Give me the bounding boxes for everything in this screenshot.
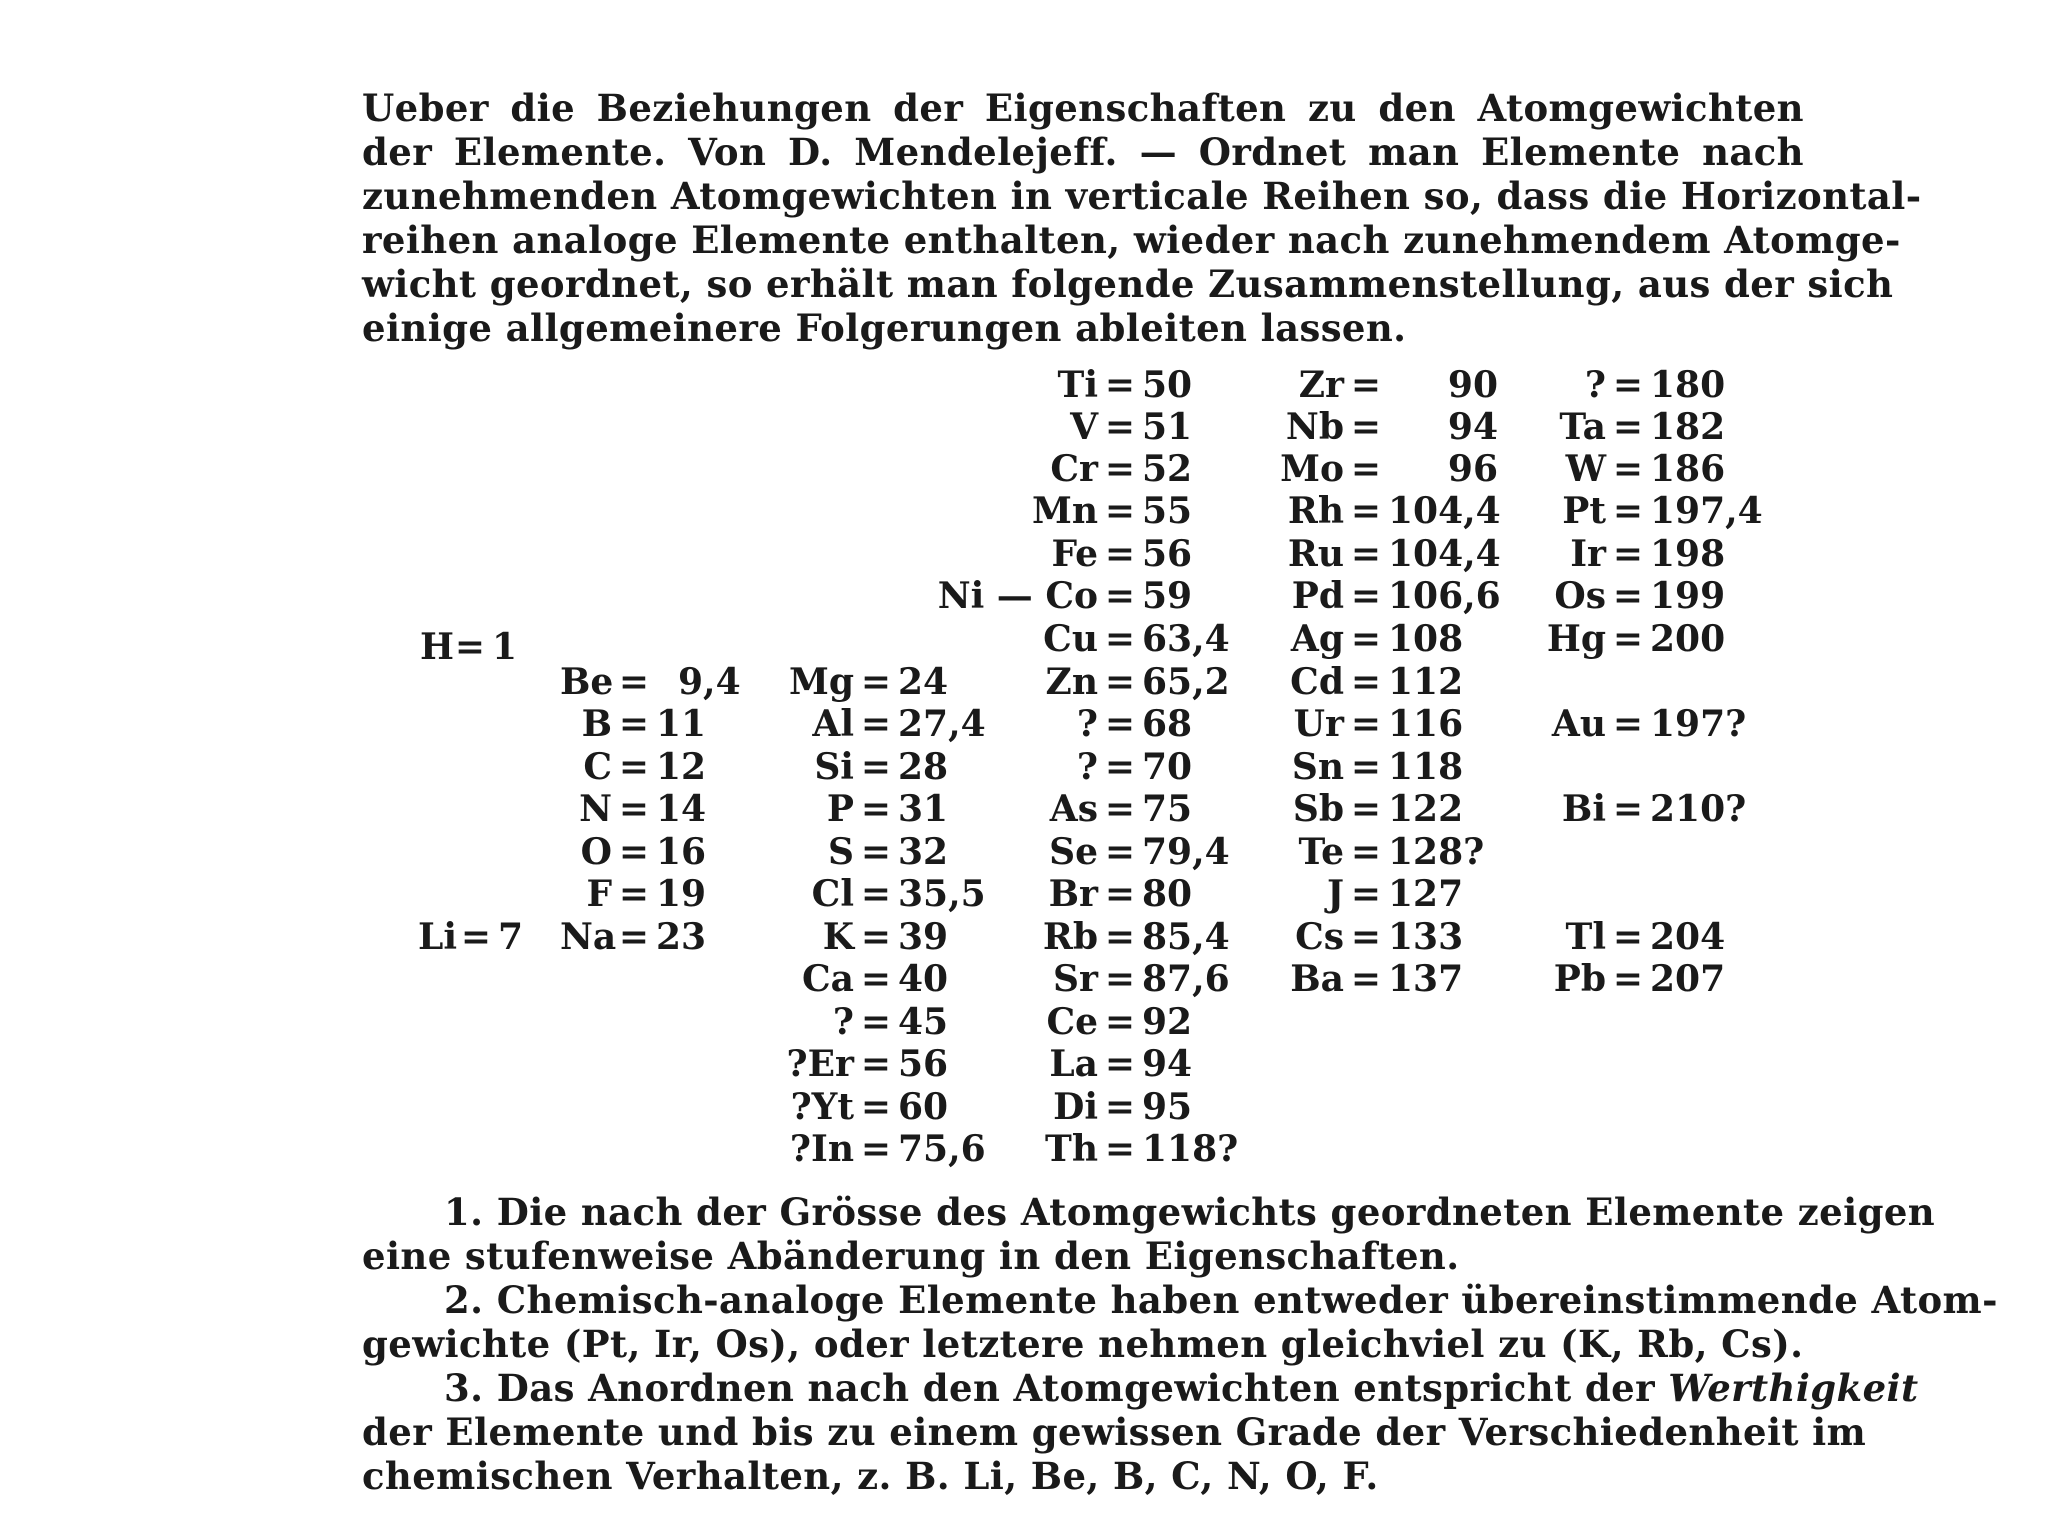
- atomic-weight: 50: [1142, 364, 1193, 406]
- equals-sign: =: [1104, 490, 1136, 532]
- element-entry: [560, 831, 706, 873]
- atomic-weight: 199: [1650, 575, 1726, 617]
- element-entry: [1240, 490, 1501, 532]
- element-entry: [560, 661, 741, 703]
- element-entry: [1520, 533, 1725, 575]
- atomic-weight: 11: [656, 703, 707, 745]
- element-symbol: Ni — Co: [937, 575, 1098, 617]
- element-entry: [880, 533, 1192, 575]
- element-symbol: Mg: [788, 661, 854, 703]
- atomic-weight: 28: [898, 746, 949, 788]
- element-entry: [1520, 490, 1763, 532]
- atomic-weight: 186: [1650, 448, 1726, 490]
- element-symbol: J: [1326, 873, 1344, 915]
- intro-line-5: wicht geordnet, so erhält man folgende Zusammenstellung, aus der sich: [362, 262, 1894, 306]
- equals-sign: =: [618, 703, 650, 745]
- equals-sign: =: [860, 958, 892, 1000]
- equals-sign: =: [1612, 618, 1644, 660]
- note-1-line-2: eine stufenweise Abänderung in den Eigenschaften.: [362, 1234, 1460, 1278]
- atomic-weight: 14: [656, 788, 707, 830]
- element-entry: [880, 448, 1192, 490]
- element-symbol: La: [1049, 1043, 1098, 1085]
- equals-sign: =: [618, 873, 650, 915]
- equals-sign: =: [1104, 788, 1136, 830]
- element-symbol: Hg: [1546, 618, 1606, 660]
- equals-sign: =: [1612, 788, 1644, 830]
- equals-sign: =: [1104, 703, 1136, 745]
- atomic-weight: 104,4: [1388, 490, 1501, 532]
- intro-line-6: einige allgemeinere Folgerungen ableiten lassen.: [362, 306, 1407, 350]
- equals-sign: =: [1350, 406, 1382, 448]
- element-symbol: Mn: [1031, 490, 1098, 532]
- element-symbol: ?Yt: [790, 1086, 854, 1128]
- element-symbol: Bi: [1561, 788, 1606, 830]
- equals-sign: =: [1350, 788, 1382, 830]
- equals-sign: =: [1612, 533, 1644, 575]
- element-symbol: Th: [1045, 1128, 1098, 1170]
- element-symbol: Ir: [1570, 533, 1606, 575]
- element-symbol: Sb: [1292, 788, 1344, 830]
- element-symbol: Pt: [1562, 490, 1606, 532]
- element-symbol: Rb: [1042, 916, 1098, 958]
- atomic-weight: 94: [1142, 1043, 1193, 1085]
- atomic-weight: 68: [1142, 703, 1193, 745]
- element-symbol: Cl: [811, 873, 854, 915]
- element-entry: [1240, 916, 1463, 958]
- intro-line-4: reihen analoge Elemente enthalten, wieder nach zunehmendem Atomge-: [362, 218, 1901, 262]
- equals-sign: =: [1612, 406, 1644, 448]
- equals-sign: =: [618, 831, 650, 873]
- element-entry: [780, 873, 986, 915]
- atomic-weight: 122: [1388, 788, 1464, 830]
- element-symbol: Fe: [1051, 533, 1098, 575]
- element-entry: [780, 1128, 986, 1170]
- atomic-weight: 75: [1142, 788, 1193, 830]
- atomic-weight: 198: [1650, 533, 1726, 575]
- element-symbol: Al: [812, 703, 854, 745]
- atomic-weight: 180: [1650, 364, 1726, 406]
- note-3-text: 3. Das Anordnen nach den Atomgewichten entspricht der: [444, 1366, 1655, 1410]
- equals-sign: =: [618, 788, 650, 830]
- equals-sign: =: [860, 873, 892, 915]
- element-entry: [780, 746, 948, 788]
- equals-sign: =: [860, 661, 892, 703]
- atomic-weight: 35,5: [898, 873, 986, 915]
- element-entry: [1240, 831, 1484, 873]
- equals-sign: =: [860, 1001, 892, 1043]
- element-symbol: Te: [1298, 831, 1344, 873]
- element-entry: [560, 873, 706, 915]
- atomic-weight: 200: [1650, 618, 1726, 660]
- equals-sign: =: [1104, 1128, 1136, 1170]
- atomic-weight: 56: [898, 1043, 949, 1085]
- element-symbol: Ce: [1046, 1001, 1098, 1043]
- equals-sign: =: [1612, 490, 1644, 532]
- element-symbol: ?: [1584, 364, 1606, 406]
- equals-sign: =: [1104, 533, 1136, 575]
- element-symbol: Cs: [1295, 916, 1344, 958]
- atomic-weight: 118: [1388, 746, 1464, 788]
- element-symbol: Si: [814, 746, 854, 788]
- atomic-weight: 23: [656, 916, 707, 958]
- element-entry: [1520, 788, 1746, 830]
- atomic-weight: 127: [1388, 873, 1464, 915]
- equals-sign: =: [1104, 746, 1136, 788]
- element-symbol: Ca: [802, 958, 854, 1000]
- element-entry: [560, 703, 706, 745]
- element-symbol: Ur: [1293, 703, 1344, 745]
- element-entry: [560, 916, 706, 958]
- element-symbol: Ti: [1057, 364, 1098, 406]
- equals-sign: =: [1350, 448, 1382, 490]
- element-symbol: Ta: [1559, 406, 1606, 448]
- element-entry: [1520, 364, 1725, 406]
- atomic-weight: 9,4: [678, 661, 741, 703]
- element-entry: [1520, 618, 1725, 660]
- equals-sign: =: [860, 788, 892, 830]
- note-3-line-1: [362, 1366, 1919, 1410]
- element-symbol: Li: [418, 916, 457, 958]
- equals-sign: =: [860, 831, 892, 873]
- element-symbol: Pd: [1291, 575, 1344, 617]
- note-3-emphasis: Werthigkeit: [1668, 1366, 1919, 1410]
- note-1-line-1: 1. Die nach der Grösse des Atomgewichts geordneten Elemente zeigen: [444, 1190, 1936, 1234]
- equals-sign: =: [618, 661, 650, 703]
- equals-sign: =: [1104, 1043, 1136, 1085]
- element-symbol: Au: [1551, 703, 1606, 745]
- element-entry: [1240, 533, 1501, 575]
- equals-sign: =: [1104, 575, 1136, 617]
- atomic-weight: 39: [898, 916, 949, 958]
- element-entry: [560, 746, 706, 788]
- atomic-weight: 1: [492, 626, 518, 668]
- element-entry: [780, 661, 948, 703]
- atomic-weight: 116: [1388, 703, 1464, 745]
- element-symbol: As: [1049, 788, 1098, 830]
- element-entry: [1240, 788, 1463, 830]
- atomic-weight: 118?: [1142, 1128, 1239, 1170]
- note-3-line-2: der Elemente und bis zu einem gewissen Grade der Verschiedenheit im: [362, 1410, 1867, 1454]
- atomic-weight: 104,4: [1388, 533, 1501, 575]
- equals-sign: =: [1104, 364, 1136, 406]
- element-symbol: V: [1070, 406, 1098, 448]
- atomic-weight: 137: [1388, 958, 1464, 1000]
- atomic-weight: 31: [898, 788, 949, 830]
- element-symbol: Cu: [1043, 618, 1098, 660]
- element-symbol: K: [822, 916, 854, 958]
- element-symbol: ?: [1076, 746, 1098, 788]
- element-entry: [1520, 406, 1725, 448]
- equals-sign: =: [1350, 575, 1382, 617]
- atomic-weight: 80: [1142, 873, 1193, 915]
- element-entry: [880, 490, 1192, 532]
- equals-sign: =: [1350, 490, 1382, 532]
- element-entry: [780, 1086, 948, 1128]
- element-entry: [1240, 364, 1518, 406]
- element-symbol: Be: [560, 661, 614, 703]
- element-symbol: Ru: [1287, 533, 1344, 575]
- element-entry: [1240, 448, 1518, 490]
- element-entry: [780, 1001, 948, 1043]
- element-symbol: Sn: [1291, 746, 1344, 788]
- atomic-weight: 197,4: [1650, 490, 1763, 532]
- equals-sign: =: [1104, 406, 1136, 448]
- atomic-weight: 85,4: [1142, 916, 1230, 958]
- atomic-weight: 108: [1388, 618, 1464, 660]
- equals-sign: =: [1612, 916, 1644, 958]
- atomic-weight: 75,6: [898, 1128, 986, 1170]
- atomic-weight: 95: [1142, 1086, 1193, 1128]
- element-entry: [1520, 916, 1725, 958]
- equals-sign: =: [1612, 448, 1644, 490]
- element-entry: [880, 406, 1192, 448]
- equals-sign: =: [860, 746, 892, 788]
- atomic-weight: 55: [1142, 490, 1193, 532]
- atomic-weight: 197?: [1650, 703, 1747, 745]
- element-entry: [1240, 661, 1463, 703]
- element-symbol: ?: [1076, 703, 1098, 745]
- atomic-weight: 63,4: [1142, 618, 1230, 660]
- note-2-line-1: 2. Chemisch-analoge Elemente haben entweder übereinstimmende Atom-: [444, 1278, 1998, 1322]
- element-symbol: Pb: [1553, 958, 1606, 1000]
- element-symbol: ?Er: [786, 1043, 854, 1085]
- equals-sign: =: [1104, 958, 1136, 1000]
- element-symbol: Ag: [1290, 618, 1344, 660]
- element-symbol: Rh: [1287, 490, 1344, 532]
- atomic-weight: 210?: [1650, 788, 1747, 830]
- equals-sign: =: [1104, 448, 1136, 490]
- element-entry: [880, 575, 1192, 617]
- element-entry: [780, 788, 948, 830]
- element-entry: [560, 788, 706, 830]
- atomic-weight: 52: [1142, 448, 1193, 490]
- equals-sign: =: [1350, 533, 1382, 575]
- element-symbol: Na: [560, 916, 617, 958]
- equals-sign: =: [1350, 746, 1382, 788]
- intro-line-2: der Elemente. Von D. Mendelejeff. — Ordnet man Elemente nach: [362, 130, 1804, 174]
- element-symbol: C: [583, 746, 612, 788]
- atomic-weight: 207: [1650, 958, 1726, 1000]
- equals-sign: =: [1104, 661, 1136, 703]
- equals-sign: =: [1104, 916, 1136, 958]
- equals-sign: =: [860, 916, 892, 958]
- atomic-weight: 7: [498, 916, 524, 958]
- equals-sign: =: [1612, 958, 1644, 1000]
- intro-line-3: zunehmenden Atomgewichten in verticale Reihen so, dass die Horizontal-: [362, 174, 1922, 218]
- atomic-weight: 60: [898, 1086, 949, 1128]
- atomic-weight: 87,6: [1142, 958, 1230, 1000]
- equals-sign: =: [1350, 364, 1382, 406]
- element-symbol: S: [828, 831, 854, 873]
- equals-sign: =: [1350, 661, 1382, 703]
- equals-sign: =: [618, 746, 650, 788]
- atomic-weight: 204: [1650, 916, 1726, 958]
- element-symbol: Br: [1048, 873, 1098, 915]
- equals-sign: =: [1350, 958, 1382, 1000]
- equals-sign: =: [618, 916, 650, 958]
- equals-sign: =: [860, 1086, 892, 1128]
- element-symbol: ?: [832, 1001, 854, 1043]
- atomic-weight: 92: [1142, 1001, 1193, 1043]
- atomic-weight: 27,4: [898, 703, 986, 745]
- atomic-weight: 32: [898, 831, 949, 873]
- element-entry: [1240, 746, 1463, 788]
- element-symbol: Ba: [1290, 958, 1344, 1000]
- element-symbol: Tl: [1565, 916, 1606, 958]
- equals-sign: =: [860, 1043, 892, 1085]
- element-entry: [780, 916, 948, 958]
- element-symbol: Se: [1049, 831, 1098, 873]
- element-symbol: Zn: [1045, 661, 1098, 703]
- element-symbol: Cr: [1050, 448, 1098, 490]
- atomic-weight: 65,2: [1142, 661, 1230, 703]
- conclusions-paragraph: [362, 1190, 1998, 1498]
- atomic-weight: 51: [1142, 406, 1193, 448]
- element-symbol: Zr: [1298, 364, 1344, 406]
- element-entry: [780, 703, 986, 745]
- atomic-weight: 94: [1447, 406, 1498, 448]
- element-entry: [1240, 958, 1463, 1000]
- element-entry: [420, 626, 517, 668]
- element-symbol: Sr: [1053, 958, 1098, 1000]
- atomic-weight: 45: [898, 1001, 949, 1043]
- equals-sign: =: [1350, 916, 1382, 958]
- equals-sign: =: [1612, 703, 1644, 745]
- element-symbol: F: [586, 873, 612, 915]
- equals-sign: =: [860, 703, 892, 745]
- atomic-weight: 12: [656, 746, 707, 788]
- equals-sign: =: [1612, 575, 1644, 617]
- element-entry: [880, 618, 1230, 660]
- element-symbol: W: [1565, 448, 1606, 490]
- equals-sign: =: [1104, 873, 1136, 915]
- equals-sign: =: [1612, 364, 1644, 406]
- element-entry: [780, 831, 948, 873]
- equals-sign: =: [1104, 618, 1136, 660]
- equals-sign: =: [1104, 1086, 1136, 1128]
- atomic-weight: 106,6: [1388, 575, 1501, 617]
- atomic-weight: 128?: [1388, 831, 1485, 873]
- atomic-weight: 70: [1142, 746, 1193, 788]
- element-symbol: Di: [1053, 1086, 1098, 1128]
- element-symbol: ?In: [789, 1128, 854, 1170]
- equals-sign: =: [1104, 1001, 1136, 1043]
- note-3-line-3: chemischen Verhalten, z. B. Li, Be, B, C, N, O, F.: [362, 1454, 1379, 1498]
- intro-line-1: Ueber die Beziehungen der Eigenschaften zu den Atomgewichten: [362, 86, 1804, 130]
- element-entry: [1240, 575, 1501, 617]
- element-entry: [780, 1043, 948, 1085]
- atomic-weight: 59: [1142, 575, 1193, 617]
- equals-sign: =: [1350, 618, 1382, 660]
- atomic-weight: 24: [898, 661, 949, 703]
- atomic-weight: 182: [1650, 406, 1726, 448]
- atomic-weight: 112: [1388, 661, 1464, 703]
- atomic-weight: 96: [1447, 448, 1498, 490]
- element-symbol: H: [420, 626, 455, 668]
- element-entry: [1240, 703, 1463, 745]
- element-symbol: Cd: [1290, 661, 1344, 703]
- element-entry: [1240, 873, 1463, 915]
- element-entry: [1240, 618, 1463, 660]
- element-symbol: B: [581, 703, 612, 745]
- element-entry: [780, 958, 948, 1000]
- element-entry: [1520, 575, 1725, 617]
- element-entry: [418, 916, 523, 958]
- equals-sign: =: [860, 1128, 892, 1170]
- element-entry: [1520, 703, 1746, 745]
- atomic-weight: 133: [1388, 916, 1464, 958]
- element-symbol: O: [580, 831, 612, 873]
- atomic-weight: 90: [1447, 364, 1498, 406]
- element-symbol: Os: [1554, 575, 1606, 617]
- element-entry: [880, 364, 1192, 406]
- element-entry: [1520, 448, 1725, 490]
- element-entry: [1520, 958, 1725, 1000]
- atomic-weight: 16: [656, 831, 707, 873]
- equals-sign: =: [460, 916, 492, 958]
- atomic-weight: 79,4: [1142, 831, 1230, 873]
- equals-sign: =: [1350, 831, 1382, 873]
- equals-sign: =: [1350, 703, 1382, 745]
- element-symbol: Nb: [1285, 406, 1344, 448]
- atomic-weight: 40: [898, 958, 949, 1000]
- element-symbol: Mo: [1280, 448, 1344, 490]
- element-symbol: N: [579, 788, 612, 830]
- atomic-weight: 56: [1142, 533, 1193, 575]
- atomic-weight: 19: [656, 873, 707, 915]
- equals-sign: =: [1104, 831, 1136, 873]
- note-2-line-2: gewichte (Pt, Ir, Os), oder letztere nehmen gleichviel zu (K, Rb, Cs).: [362, 1322, 1804, 1366]
- equals-sign: =: [1350, 873, 1382, 915]
- element-entry: [1240, 406, 1518, 448]
- equals-sign: =: [454, 626, 486, 668]
- element-symbol: P: [826, 788, 854, 830]
